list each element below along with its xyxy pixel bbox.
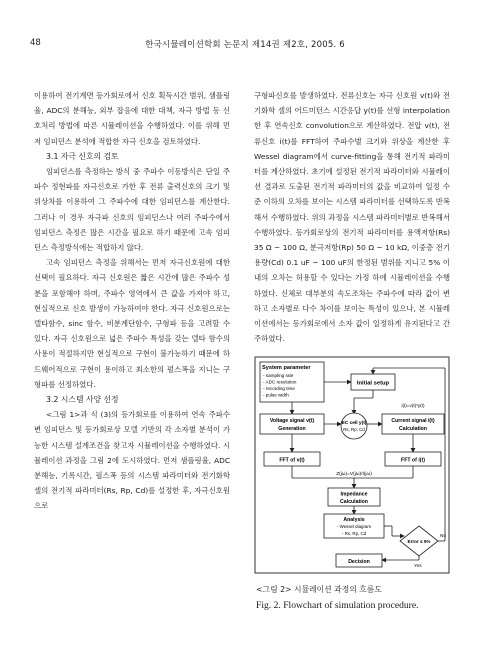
figure-caption-en: Fig. 2. Flowchart of simulation procedure. (256, 600, 419, 611)
analysis-label: - Wessel diagram (336, 524, 372, 529)
flowchart-figure (254, 356, 450, 574)
impedance-formula-label: Z(jω)=V(jω)/I(jω) (336, 472, 372, 477)
no-label: No (440, 533, 446, 538)
page-number: 48 (30, 38, 41, 48)
voltage-signal-label: Voltage signal v(t) (269, 418, 315, 424)
decision-label: Decision (348, 559, 370, 565)
body-paragraph: 이용하여 전기계면 등가회로에서 신호 획득시간 범위, 샘플링율, ADC의 분해능, 외부 잡음에 대한 대책, 자극 방법 등 신호처리 방법에 따른 시뮬레이션을 수행하였다. 이를 위해 먼저 임피던스 분석에 적합한 자극 신호을 검토하였다. (34, 91, 230, 146)
ec-cell-label: EC cell y(t) (341, 421, 367, 426)
body-paragraph: 구형파신호를 발생하였다. 전류신호는 자극 신호원 v(t)와 전기화학 셀의 어드미턴스 시간응답 y(t)를 선형 interpolation한 후 연속신호 convolution으로 계산하였다. 전압 v(t), 전류신호 i(t)를 FFT하여 주파수별 크기와 위상을 계산한 후 Wessel diagram에서 curve-fitting을 통해 전기적 파라미터를 계산하였다. 초기에 설정된 전기적 파라미터와 시뮬레이션 결과로 도출된 전기적 파라미터의 값을 비교하여 일정 수준 이하의 오차를 보이는 시스템 파라미터를 선택하도록 반복해서 수행하였다. 위의 과정을 시스템 파라미터별로 반복해서 수행하였다. 등가회로상의 전기적 파라미터를 용액저항(Rs) 35 Ω ~ 100 Ω, 분극저항(Rp) 50 Ω ~ 10 kΩ, 이중층 전기용량(Cd) 0.1 uF ~ 100 uF의 한정된 범위를 지니고 5% 이내의 오차는 허용할 수 있다는 가정 하에 시뮬레이션을 수행하였다. 신체로 대부분의 속도조차는 주파수에 따라 값이 변하고 소자별로 다수 차이를 보이는 특성이 있으나, 본 시뮬레이션에서는 등가회로에서 소자 값이 일정하게 유지된다고 간주하였다. (254, 91, 450, 344)
error-decision-label: Error ≤ 5% (407, 539, 431, 544)
running-title: 한국시뮬레이션학회 논문지 제14권 제2호, 2005. 6 (145, 40, 345, 50)
fft-current-label: FFT of i(t) (401, 457, 425, 464)
flowchart-svg (254, 356, 450, 574)
figure-caption-ko: <그림 2> 시뮬레이션 과정의 흐름도 (256, 585, 382, 594)
yes-label: Yes (414, 563, 422, 568)
right-column (254, 88, 450, 346)
voltage-signal-label: Generation (278, 426, 306, 432)
body-paragraph: 고속 임피던스 측정을 위해서는 먼저 자극신호원에 대한 선택이 필요하다. 자극 신호원은 짧은 시간에 많은 주파수 성분을 포함해야 하며, 주파수 영역에서 큰 값을 가져야 하고, 현실적으로 신호 발생이 가능하여야 한다. 자극 신호원으로는 델타함수, sinc 함수, 비분계단함수, 구형파 등을 고려할 수 있다. 자극 신호원으로 넓은 주파수 특성을 갖는 델타 함수의 사용이 적절하지만 현실적으로 구현이 불가능하기 때문에 하드웨어적으로 구현이 용이하고 최소한의 펄스폭을 지니는 구형파를 선정하였다. (34, 258, 230, 389)
impedance-calc-label: Calculation (340, 499, 368, 505)
param-item: - ADC resolution (263, 379, 297, 385)
left-column (34, 88, 230, 514)
section-heading: 3.1 자극 신호의 검토 (46, 151, 119, 161)
ec-cell-node (341, 413, 367, 439)
initial-setup-label: Initial setup (356, 380, 390, 387)
body-paragraph: <그림 1>과 식 (3)의 등가회로를 이용하여 연속 주파수변 임피던스 및 등가회로상 모델 기반의 각 소자별 분석이 가능한 시스템 설계조건을 찾고자 시뮬레이션을 수행하였다. 시뮬레이션 과정을 그림 2에 도시하였다. 먼저 샘플링율, ADC 분해능, 기록시간, 필스폭 등의 시스템 파라미터와 전기화학셀의 전기적 파라미터(Rs, Rp, Cd)를 설정한 후, 자극신호원으로 (34, 410, 230, 511)
system-parameter-title: System parameter (262, 365, 311, 371)
fft-voltage-label: FFT of v(t) (279, 457, 305, 464)
analysis-label: Analysis (343, 517, 365, 523)
page-header (30, 38, 450, 52)
convolution-label: i(t)=v(t)*y(t) (401, 403, 425, 408)
param-item: - pulse width (263, 392, 289, 398)
impedance-calc-label: Impedance (340, 491, 368, 498)
current-signal-label: Current signal i(t) (391, 418, 435, 424)
analysis-label: - Rs, Rp, Cd (341, 531, 367, 536)
ec-cell-label: Rs, Rp, Cd (343, 427, 365, 432)
section-heading: 3.2 시스템 사양 선정 (46, 395, 119, 405)
param-item: - recording time (263, 386, 295, 391)
current-signal-label: Calculation (399, 426, 427, 432)
body-paragraph: 임피던스를 측정하는 방식 중 주파수 이동방식은 단일 주파수 정현파를 자극신호로 가한 후 전류 출력신호의 크기 및 위상차를 이용하여 그 주파수에 대한 임피던스를 계산한다. 그러나 이 경우 자극파 신호의 임피던스나 여러 주파수에서 임피던스 측정은 많은 시간을 필요로 하기 때문에 고속 임피던스 측정방식에는 적합하지 않다. (34, 167, 230, 253)
param-item: - sampling rate (263, 373, 294, 378)
